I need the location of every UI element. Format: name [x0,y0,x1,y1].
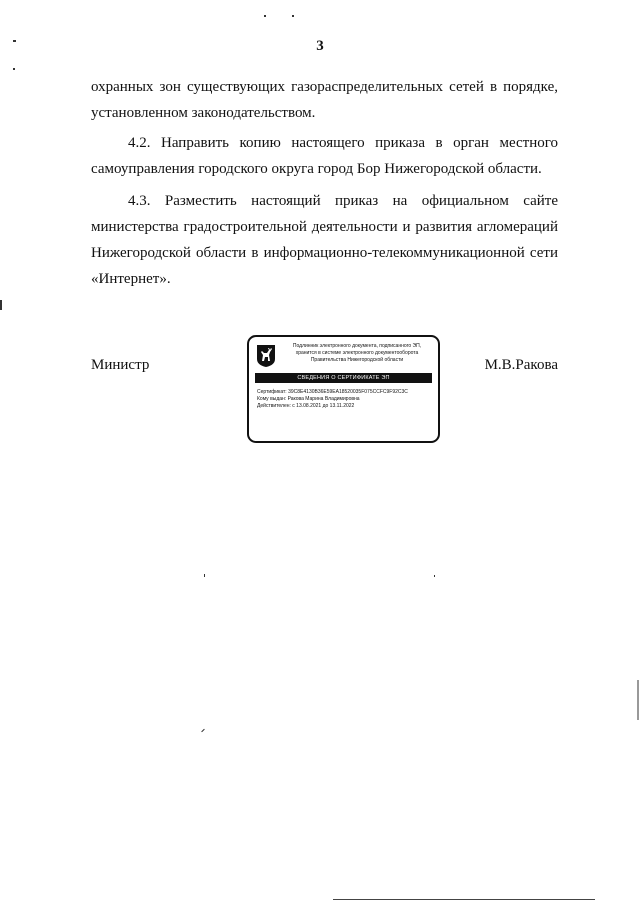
stamp-header-line-1: Подлинник электронного документа, подписанного ЭП, [292,343,422,349]
bottom-rule [333,899,595,900]
paragraph-3 [91,188,558,292]
paragraph-1 [91,74,558,126]
signer-role: Министр [91,357,150,373]
stamp-validity: Действителен: с 13.08.2021 до 13.11.2022 [257,403,355,409]
paragraph-3-line-3: Нижегородской области в информационно-телекоммуникационной сети [91,245,558,261]
paragraph-1-line-2: установленном законодательством. [91,105,316,121]
page-number: 3 [316,38,324,54]
stamp-certificate-bar: СВЕДЕНИЯ О СЕРТИФИКАТЕ ЭП [255,373,432,383]
paragraph-3-line-2: министерства градостроительной деятельности и развития агломераций [91,219,558,235]
stamp-certificate-details [257,389,435,410]
stamp-issued-to: Кому выдан: Ракова Марина Владимировна [257,396,360,402]
electronic-signature-stamp [247,335,440,443]
scan-speck [13,68,15,70]
stamp-header-line-2: хранится в системе электронного документооборота [295,350,419,356]
signer-name: М.В.Ракова [484,357,558,373]
paragraph-1-line-1: охранных зон существующих газораспределительных сетей в порядке, [91,79,558,95]
scan-speck [264,15,266,17]
scan-speck [434,575,435,577]
paragraph-2-line-1: 4.2. Направить копию настоящего приказа в орган местного [128,135,558,151]
deer-coat-of-arms-icon [256,344,276,368]
scan-speck [292,15,294,17]
stamp-certificate-number: Сертификат: 39C8E4130B36E59EA18520035F075CCFC9F92C3C [257,389,408,395]
paragraph-2-line-2: самоуправления городского округа город Бор Нижегородской области. [91,161,542,177]
paragraph-3-line-1: 4.3. Разместить настоящий приказ на официальном сайте [128,193,558,209]
stamp-header [279,343,435,364]
scan-speck [204,574,205,577]
scan-speck [0,300,2,310]
paragraph-3-line-4: «Интернет». [91,271,171,287]
stamp-header-line-3: Правительства Нижегородской области [310,357,404,363]
paragraph-2 [91,130,558,182]
scan-speck [201,729,205,733]
scan-speck [637,680,639,720]
scan-speck [13,40,16,42]
